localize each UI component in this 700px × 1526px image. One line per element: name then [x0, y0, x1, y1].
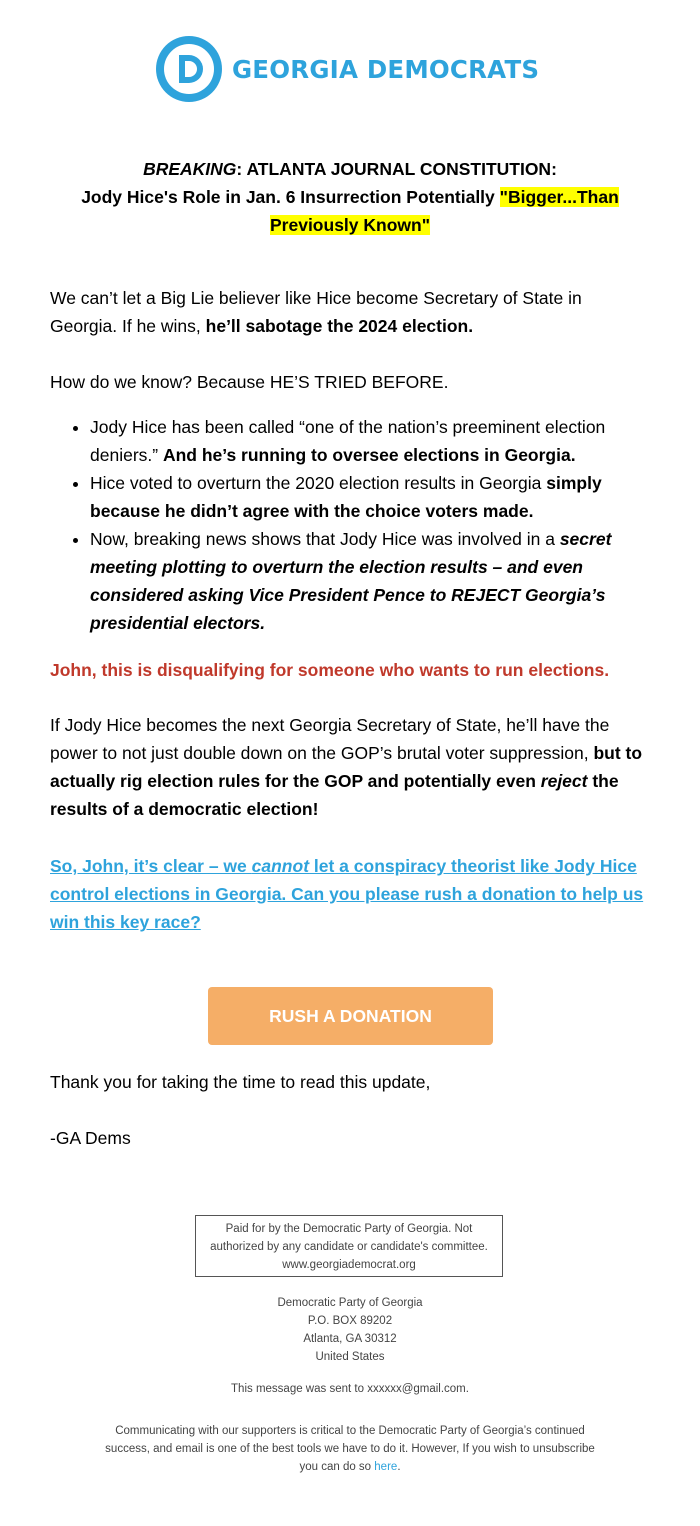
unsubscribe-period: . — [397, 1461, 401, 1473]
disclaimer-website[interactable]: www.georgiademocrat.org — [282, 1259, 416, 1271]
bullet-2-bold: simply because he didn’t agree with the choice voters made. — [90, 473, 602, 521]
headline-line-2 — [40, 183, 660, 239]
paragraph-4-italic: reject — [540, 771, 588, 791]
bullet-1-text: Jody Hice has been called “one of the nation’s preeminent election deniers.” — [90, 417, 606, 465]
breaking-label: BREAKING — [143, 159, 237, 179]
address-line: Democratic Party of Georgia — [277, 1297, 423, 1309]
cta-link-italic: cannot — [251, 856, 310, 876]
list-item — [90, 525, 650, 637]
rush-donation-button[interactable]: RUSH A DONATION — [208, 987, 493, 1045]
disqualifying-callout: John, this is disqualifying for someone who wants to run elections. — [50, 660, 610, 680]
paragraph-4 — [50, 711, 650, 823]
disclaimer-line: Paid for by the Democratic Party of Georgia. Not — [225, 1223, 473, 1235]
paragraph-2: How do we know? Because HE’S TRIED BEFORE. — [50, 372, 449, 392]
donation-cta-link[interactable] — [50, 852, 650, 936]
bullet-2-text: Hice voted to overturn the 2020 election results in Georgia — [90, 473, 547, 493]
paragraph-1-bold: he’ll sabotage the 2024 election. — [205, 316, 474, 336]
cta-link-text-1: So, John, it’s clear – we — [50, 856, 252, 876]
sent-to-notice — [100, 1380, 600, 1398]
headline-text: Jody Hice's Role in Jan. 6 Insurrection Potentially — [81, 187, 500, 207]
bullet-list — [50, 413, 650, 637]
paragraph-1 — [50, 284, 650, 340]
address-line: United States — [315, 1351, 385, 1363]
unsubscribe-notice — [100, 1422, 600, 1476]
brand-logo[interactable] — [156, 36, 539, 102]
headline-source: : ATLANTA JOURNAL CONSTITUTION: — [236, 159, 557, 179]
thanks-line: Thank you for taking the time to read this update, — [50, 1072, 431, 1092]
disclaimer-line: authorized by any candidate or candidate's committee. — [210, 1241, 488, 1253]
paragraph-4-bold-end: the results of a democratic election! — [50, 771, 619, 819]
unsubscribe-text: Communicating with our supporters is critical to the Democratic Party of Georgia’s continued success, and email is one of the best tools we have to do it. However, If you wish to unsubscribe you can do so — [105, 1425, 595, 1473]
recipient-email: xxxxxx@gmail.com. — [367, 1383, 469, 1395]
list-item — [90, 469, 650, 525]
headline-line-1 — [40, 155, 660, 183]
democrats-d-logo-icon — [156, 36, 222, 102]
headline — [40, 155, 660, 239]
paragraph-4-text: If Jody Hice becomes the next Georgia Secretary of State, he’ll have the power to not just double down on the GOP’s brutal voter suppression, — [50, 715, 610, 763]
brand-name: GEORGIA DEMOCRATS — [232, 54, 540, 84]
bullet-3-bold-italic: secret meeting plotting to overturn the election results – and even considered asking Vice President Pence to REJECT Georgia’s presidential electors. — [90, 529, 612, 633]
signoff: -GA Dems — [50, 1128, 131, 1148]
bullet-1-bold: And he’s running to oversee elections in Georgia. — [162, 445, 576, 465]
paid-for-disclaimer — [195, 1215, 503, 1277]
paragraph-1-text: We can’t let a Big Lie believer like Hice become Secretary of State in Georgia. If he wins, — [50, 288, 582, 336]
address-line: P.O. BOX 89202 — [307, 1315, 393, 1327]
unsubscribe-link[interactable]: here — [374, 1461, 398, 1473]
cta-link-text-2: let a conspiracy theorist like Jody Hice control elections in Georgia. Can you please rush a donation to help us win this key race? — [50, 856, 644, 932]
address-line: Atlanta, GA 30312 — [303, 1333, 397, 1345]
bullet-3-text: Now, breaking news shows that Jody Hice was involved in a — [90, 529, 560, 549]
list-item — [90, 413, 650, 469]
paragraph-4-bold: but to actually rig election rules for the GOP and potentially even — [50, 743, 643, 791]
mailing-address — [100, 1294, 600, 1366]
sent-to-text: This message was sent to — [231, 1383, 368, 1395]
headline-highlight: "Bigger...Than Previously Known" — [270, 187, 619, 235]
